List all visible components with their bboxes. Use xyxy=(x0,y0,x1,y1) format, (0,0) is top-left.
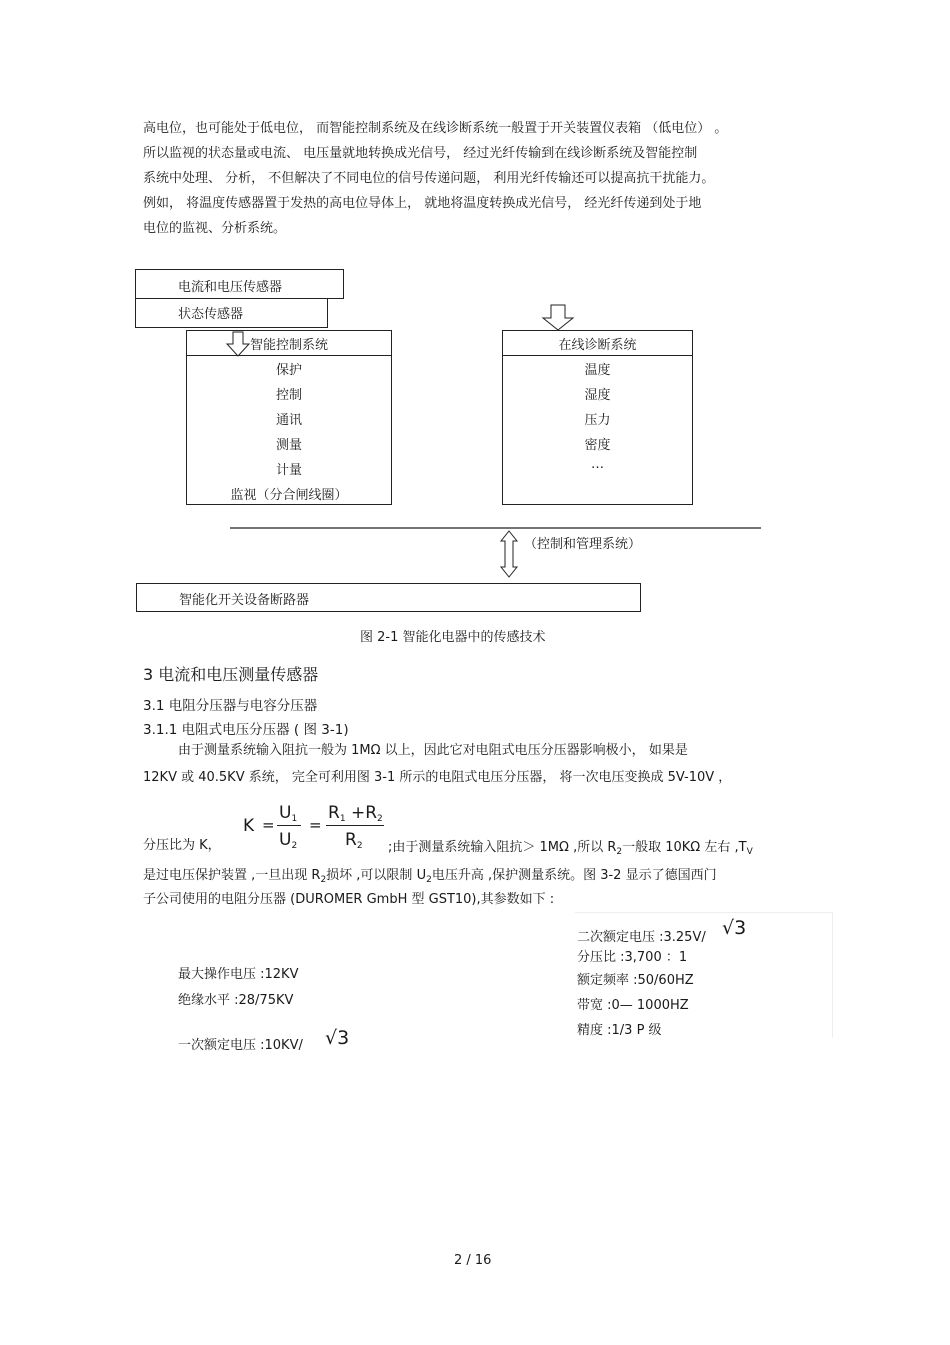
breaker-box xyxy=(136,583,641,612)
para1-line2: 12KV 或 40.5KV 系统， 完全可利用图 3-1 所示的电阻式电压分压器， 将一次电压变换成 5V-10V ， xyxy=(143,770,732,785)
sensor-label-current-voltage: 电流和电压传感器 xyxy=(178,280,283,295)
section-heading-3: 3 电流和电压测量传感器 xyxy=(143,665,319,684)
section-heading-3-1: 3.1 电阻分压器与电容分压器 xyxy=(143,698,318,714)
param-insulation: 绝缘水平 :28/75KV xyxy=(178,993,294,1008)
param-primary-voltage: 一次额定电压 :10KV/ xyxy=(178,1038,303,1053)
right-item: 温度 xyxy=(584,363,611,378)
para1-line1: 由于测量系统输入阻抗一般为 1MΩ 以上，因此它对电阻式电压分压器影响极小， 如果是 xyxy=(178,743,688,758)
online-diagnosis-title: 在线诊断系统 xyxy=(558,338,637,353)
intro-line-2: 所以监视的状态量或电流、 电压量就地转换成光信号， 经过光纤传输到在线诊断系统及智能控制 xyxy=(143,146,698,161)
right-item: 压力 xyxy=(584,413,611,428)
para4: 子公司使用的电阻分压器 (DUROMER GmbH 型 GST10),其参数如下 : xyxy=(143,892,555,907)
formula-r1-plus-r2: R1 +R2 xyxy=(328,803,383,824)
left-item: 通讯 xyxy=(275,413,302,428)
formula-r2: R2 xyxy=(345,830,363,851)
diagram-connectors xyxy=(0,0,950,640)
param-max-voltage: 最大操作电压 :12KV xyxy=(178,967,299,982)
down-arrow-icon xyxy=(543,305,573,330)
bus-label: （控制和管理系统） xyxy=(524,537,642,552)
left-item: 计量 xyxy=(275,463,302,478)
left-item: 监视（分合闸线圈） xyxy=(230,488,348,503)
smart-control-title: 智能控制系统 xyxy=(249,338,328,353)
double-arrow-icon xyxy=(501,531,517,577)
sensor-label-state: 状态传感器 xyxy=(178,307,244,322)
formula-u1: U1 xyxy=(279,803,298,824)
param-accuracy: 精度 :1/3 P 级 xyxy=(577,1023,662,1038)
fraction-bar xyxy=(277,825,301,826)
formula-equals: = xyxy=(262,816,275,834)
formula-k: K xyxy=(243,816,255,836)
formula-u2: U2 xyxy=(279,830,298,851)
param-bandwidth: 带宽 :0— 1000HZ xyxy=(577,998,689,1013)
intro-line-1: 高电位，也可能处于低电位， 而智能控制系统及在线诊断系统一般置于开关装置仪表箱 （低电位） 。 xyxy=(143,121,728,136)
fraction-bar xyxy=(326,825,384,826)
intro-line-3: 系统中处理、 分析， 不但解决了不同电位的信号传递问题， 利用光纤传输还可以提高抗干扰能力。 xyxy=(143,171,715,186)
figure-caption: 图 2-1 智能化电器中的传感技术 xyxy=(360,630,546,645)
param-frequency: 额定频率 :50/60HZ xyxy=(577,973,694,988)
sqrt3-icon: √3 xyxy=(722,917,747,939)
para2-a: 分压比为 K， xyxy=(143,838,221,853)
param-secondary-voltage: 二次额定电压 :3.25V/ xyxy=(577,930,706,945)
page-number: 2 / 16 xyxy=(454,1253,492,1268)
left-item: 保护 xyxy=(275,363,302,378)
right-item: 密度 xyxy=(584,438,611,453)
section-heading-3-1-1: 3.1.1 电阻式电压分压器 ( 图 3-1) xyxy=(143,722,349,738)
right-item: … xyxy=(591,457,604,472)
right-item: 湿度 xyxy=(584,388,611,403)
para3: 是过电压保护装置 ,一旦出现 $R_2$损坏 ,可以限制 $U_2$电压升高 ,保护测量系统。图 3-2 显示了德国西门 xyxy=(143,868,717,885)
sqrt3-icon: √3 xyxy=(325,1027,350,1049)
left-item: 控制 xyxy=(275,388,302,403)
para2-b: ;由于测量系统输入阻抗＞ 1MΩ ,所以 $R_2$一般取 10KΩ 左右 $,T_V$ xyxy=(388,840,753,857)
param-ratio: 分压比 :3,700 ：1 xyxy=(577,950,688,965)
left-item: 测量 xyxy=(275,438,302,453)
breaker-label: 智能化开关设备断路器 xyxy=(179,593,310,608)
intro-line-5: 电位的监视、分析系统。 xyxy=(143,221,287,236)
intro-line-4: 例如， 将温度传感器置于发热的高电位导体上， 就地将温度转换成光信号， 经光纤传递到处于地 xyxy=(143,196,702,211)
down-arrow-icon xyxy=(227,332,249,356)
formula-equals: = xyxy=(309,816,322,834)
